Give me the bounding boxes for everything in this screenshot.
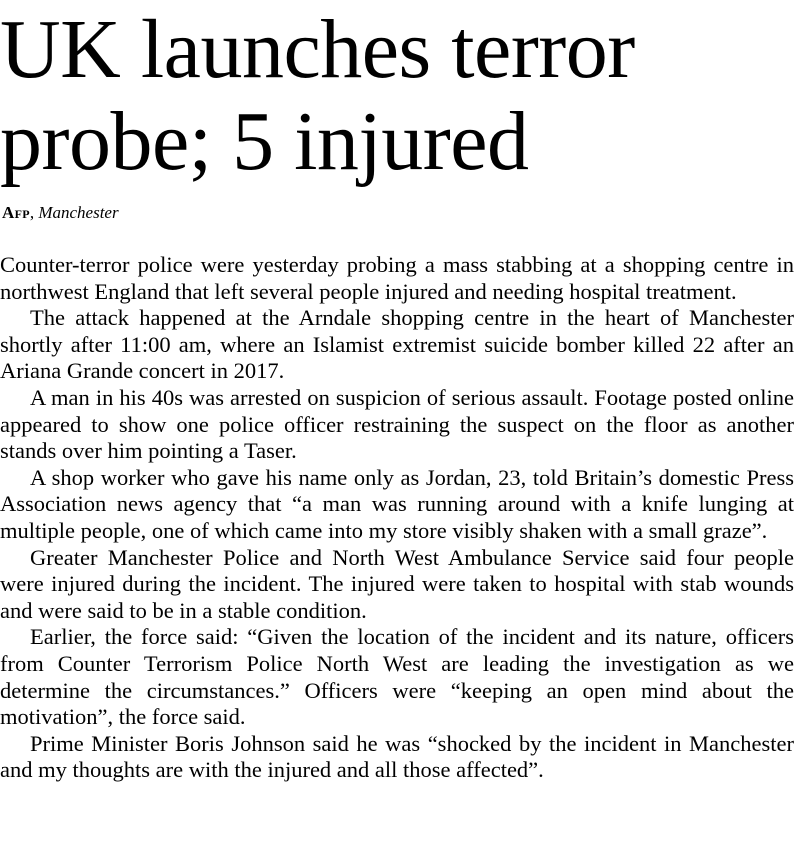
article-paragraph-1: Counter-terror police were yesterday probing a mass stabbing at a shopping centre in northwest England that left several people injured and needing hospital treatment. — [0, 252, 794, 304]
article-paragraph-6: Earlier, the force said: “Given the location of the incident and its nature, officers from Counter Terrorism Police North West are leading the investigation as we determine the circumstances.” Officers were “keeping an open mind about the motivation”, the force said. — [0, 624, 794, 730]
headline-line-2: probe; 5 injured — [0, 95, 529, 188]
article-paragraph-4: A shop worker who gave his name only as Jordan, 23, told Britain’s domestic Press Association news agency that “a man was running around with a knife lunging at multiple people, one of which came into my store visibly shaken with a small graze”. — [0, 464, 794, 543]
byline-agency: Afp — [2, 203, 30, 222]
article-paragraph-2: The attack happened at the Arndale shopping centre in the heart of Manchester shortly after 11:00 am, where an Islamist extremist suicide bomber killed 22 after an Ariana Grande concert in 2017. — [0, 305, 794, 384]
byline-dateline: Manchester — [38, 203, 119, 222]
byline — [2, 202, 119, 224]
headline — [0, 4, 794, 188]
article-body — [0, 252, 794, 784]
byline-separator: , — [29, 203, 35, 222]
article-paragraph-5: Greater Manchester Police and North West Ambulance Service said four people were injured during the incident. The injured were taken to hospital with stab wounds and were said to be in a stable condition. — [0, 544, 794, 623]
article-paragraph-7: Prime Minister Boris Johnson said he was “shocked by the incident in Manchester and my thoughts are with the injured and all those affected”. — [0, 730, 794, 783]
headline-line-1: UK launches terror — [0, 3, 635, 96]
article-paragraph-3: A man in his 40s was arrested on suspicion of serious assault. Footage posted online appeared to show one police officer restraining the suspect on the floor as another stands over him pointing a Taser. — [0, 384, 794, 464]
